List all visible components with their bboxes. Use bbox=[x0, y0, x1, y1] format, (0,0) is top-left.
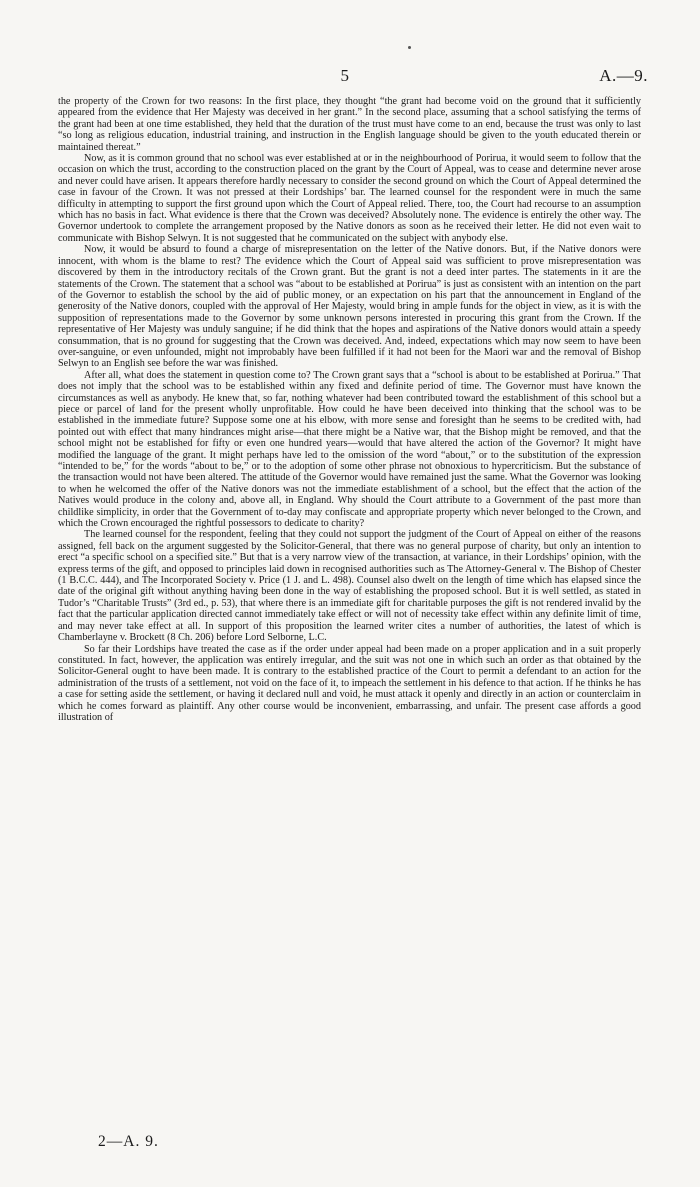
paragraph-5: The learned counsel for the respondent, feeling that they could not support the judgment of the Court of Appeal on either of the reasons assigned, fell back on the argument suggested by the Solicitor-General, that there was no general purpose of charity, but only an intention to erect “a specific school on a specified site.” But that is a very narrow view of the transaction, at variance, in their Lordships’ opinion, with the express terms of the gift, and opposed to principles laid down in recognised authorities such as The Attorney-General v. The Bishop of Chester (1 B.C.C. 444), and The Incorporated Society v. Price (1 J. and L. 498). Counsel also dwelt on the length of time which has elapsed since the date of the original gift without anything having been done in the way of establishing the proposed school. But it is well settled, as stated in Tudor’s “Charitable Trusts” (3rd ed., p. 53), that where there is an immediate gift for charitable purposes the gift is not rendered invalid by the fact that the particular application directed cannot immediately take effect or will not of necessity take effect within any definite limit of time, and may never take effect at all. In support of this proposition the learned writer cites a number of authorities, the latest of which is Chamberlayne v. Brockett (8 Ch. 206) before Lord Selborne, L.C. bbox=[58, 529, 641, 644]
paragraph-4: After all, what does the statement in question come to? The Crown grant says that a “school is about to be established at Porirua.” That does not imply that the school was to be established within any fixed and definite period of time. The Governor must have known the circumstances as well as anybody. He knew that, so far, nothing whatever had been contributed toward the establishment of this school but a piece or parcel of land for the present wholly unprofitable. How could he have been deceived into thinking that the school was to be established in the immediate future? Suppose some one at his elbow, with more sense and foresight than he seems to be credited with, had pointed out with effect that many hindrances might arise—that there might be a Native war, that the Bishop might be removed, and that the school might not be established for fifty or even one hundred years—would that have altered the action of the Governor? It might have modified the language of the grant. It might perhaps have led to the omission of the word “about,” or to the substitution of the expression “intended to be,” for the words “about to be,” or to the adoption of some other phrase not obnoxious to hypercriticism. But the substance of the transaction would not have been altered. The attitude of the Governor would have remained just the same. What the Governor was looking to when he welcomed the offer of the Native donors was not the immediate establishment of a school, but the effect that the action of the Natives would produce in the colony and, above all, in England. Why should the Court attribute to a Government of the past more than childlike simplicity, in order that the Government of to-day may confiscate and appropriate property which never belonged to the Crown, and which the Crown encouraged the rightful possessors to dedicate to charity? bbox=[58, 369, 641, 530]
paragraph-2: Now, as it is common ground that no school was ever established at or in the neighbourhood of Porirua, it would seem to follow that the occasion on which the trust, according to the construction placed on the grant by the Court of Appeal, was to cease and determine never arose and never could have arisen. It appears therefore hardly necessary to consider the second ground on which the Court of Appeal determined the case in favour of the Crown. It was not pressed at their Lordships’ bar. The learned counsel for the respondent were in much the same difficulty in attempting to support the first ground upon which the Court of Appeal relied. There, too, the Court had recourse to an assumption which has no basis in fact. What evidence is there that the Crown was deceived? Absolutely none. The evidence is entirely the other way. The Governor undertook to complete the arrangement proposed by the Native donors as soon as he received their letter. He did not even wait to communicate with Bishop Selwyn. It is not suggested that he communicated on the subject with anybody else. bbox=[58, 153, 641, 244]
body-text bbox=[58, 96, 641, 723]
paragraph-3: Now, it would be absurd to found a charge of misrepresentation on the letter of the Native donors. But, if the Native donors were innocent, with whom is the blame to rest? The evidence which the Court of Appeal said was sufficient to prove misrepresentation was discovered by them in the introductory recitals of the Crown grant. But the grant is not a deed inter partes. The statements in it are the statements of the Crown. The statement that a school was “about to be established at Porirua” is just as consistent with an intention on the part of the Governor to establish the school by the aid of public money, or an expectation on his part that the announcement in England of the generosity of the Native donors, coupled with the approval of Her Majesty, would bring in ample funds for the object in view, as it is with the supposition of representations made to the Governor by some unknown persons interested in procuring this grant from the Crown. If the representative of Her Majesty was unduly sanguine; if he did think that the hopes and aspirations of the Native donors would attain a speedy consummation, that is no ground for suggesting that the Crown was deceived. And, indeed, expectations which may now seem to have been over-sanguine, or even unfounded, might not improbably have been fulfilled if it had not been for the Maori war and the removal of Bishop Selwyn to an English see before the war was finished. bbox=[58, 244, 641, 370]
page-number: 5 bbox=[340, 66, 350, 85]
signature-mark: 2—A. 9. bbox=[98, 1133, 159, 1150]
page-speck bbox=[408, 46, 411, 49]
page-reference: A.—9. bbox=[599, 66, 648, 85]
paragraph-6: So far their Lordships have treated the case as if the order under appeal had been made on a proper application and in a suit properly constituted. In fact, however, the application was entirely irregular, and the suit was not one in which such an order as that obtained by the Solicitor-General ought to have been made. It is contrary to the established practice of the Court to permit a defendant to an action for the administration of the trusts of a settlement, not void on the face of it, to impeach the settlement in his defence to that action. If he thinks he has a case for setting aside the settlement, or having it declared null and void, he must attack it openly and directly in an action or counterclaim in which he comes forward as plaintiff. Any other course would be inconvenient, embarrassing, and unfair. The present case affords a good illustration of bbox=[58, 643, 641, 723]
paragraph-1: the property of the Crown for two reasons: In the first place, they thought “the grant had become void on the ground that it sufficiently appeared from the evidence that Her Majesty was deceived in her grant.” In the second place, assuming that a school satisfying the terms of the grant had been at one time established, they held that the duration of the trust must have come to an end, because the trust was only to last “so long as religious education, industrial training, and instruction in the English language should be given to the youth educated therein or maintained thereat.” bbox=[58, 96, 641, 153]
